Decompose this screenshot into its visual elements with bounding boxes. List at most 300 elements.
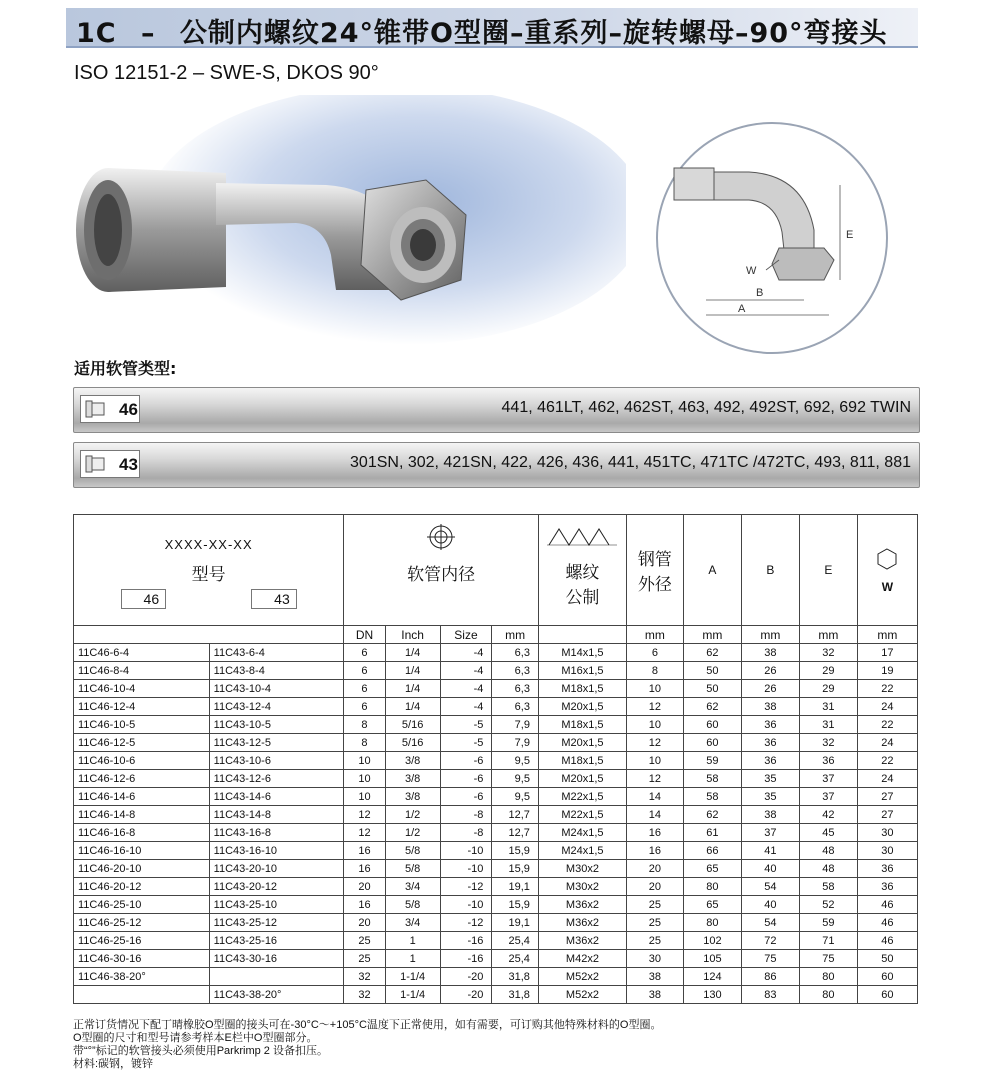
table-cell: -10 xyxy=(440,896,492,914)
table-cell: 31,8 xyxy=(492,968,539,986)
table-cell: -6 xyxy=(440,752,492,770)
table-cell: 20 xyxy=(626,878,683,896)
table-cell: 25,4 xyxy=(492,932,539,950)
sub-dn: DN xyxy=(344,626,385,644)
table-cell: 3/8 xyxy=(385,752,440,770)
table-cell: 6 xyxy=(344,680,385,698)
table-cell: M22x1,5 xyxy=(538,788,626,806)
table-cell: 11C43-25-12 xyxy=(209,914,344,932)
table-cell: 38 xyxy=(626,986,683,1004)
table-row xyxy=(74,698,918,716)
table-cell: 50 xyxy=(683,680,741,698)
table-cell: 14 xyxy=(626,806,683,824)
table-row xyxy=(74,680,918,698)
table-cell: -6 xyxy=(440,770,492,788)
table-cell: -12 xyxy=(440,914,492,932)
hose-types-46: 441, 461LT, 462, 462ST, 463, 492, 492ST, 692, 692 TWIN xyxy=(501,399,911,416)
table-cell: M30x2 xyxy=(538,878,626,896)
table-cell: 40 xyxy=(741,896,799,914)
table-cell: 30 xyxy=(626,950,683,968)
table-row xyxy=(74,896,918,914)
table-cell: 12 xyxy=(626,698,683,716)
table-cell: 11C46-38-20° xyxy=(74,968,210,986)
table-row xyxy=(74,950,918,968)
table-cell: M36x2 xyxy=(538,914,626,932)
thread-label: 螺纹 公制 xyxy=(565,563,600,607)
table-cell: 36 xyxy=(741,734,799,752)
table-cell: -16 xyxy=(440,932,492,950)
table-cell: 130 xyxy=(683,986,741,1004)
table-row xyxy=(74,824,918,842)
table-row xyxy=(74,932,918,950)
table-cell: 6,3 xyxy=(492,662,539,680)
table-cell: 36 xyxy=(857,878,917,896)
table-cell: 16 xyxy=(626,842,683,860)
table-cell: 7,9 xyxy=(492,734,539,752)
table-cell: 11C43-12-5 xyxy=(209,734,344,752)
table-cell: 11C43-8-4 xyxy=(209,662,344,680)
sub-b-mm: mm xyxy=(741,626,799,644)
table-cell: 3/8 xyxy=(385,788,440,806)
table-cell: 58 xyxy=(799,878,857,896)
note-line: 正常订货情况下配丁晴橡胶O型圈的接头可在-30°C～+105°C温度下正常使用，如有需要，可订购其他特殊材料的O型圈。 xyxy=(73,1019,662,1031)
table-cell: 37 xyxy=(741,824,799,842)
table-cell: M42x2 xyxy=(538,950,626,968)
table-cell: 40 xyxy=(741,860,799,878)
table-cell: 31 xyxy=(799,716,857,734)
table-cell: 9,5 xyxy=(492,752,539,770)
table-cell: 62 xyxy=(683,806,741,824)
table-cell: 25 xyxy=(626,896,683,914)
hose-code-text: 43 xyxy=(119,455,138,474)
table-cell: 60 xyxy=(857,986,917,1004)
table-cell: 11C46-12-5 xyxy=(74,734,210,752)
table-cell: -8 xyxy=(440,824,492,842)
table-cell: 6 xyxy=(344,662,385,680)
table-cell: 22 xyxy=(857,680,917,698)
table-cell: 52 xyxy=(799,896,857,914)
col-e-header: E xyxy=(799,515,857,626)
sub-a-mm: mm xyxy=(683,626,741,644)
table-cell: 22 xyxy=(857,716,917,734)
title-code: 1C xyxy=(76,18,117,49)
sub-e-mm: mm xyxy=(799,626,857,644)
table-cell: 11C46-8-4 xyxy=(74,662,210,680)
table-cell: M18x1,5 xyxy=(538,752,626,770)
table-cell: 6,3 xyxy=(492,680,539,698)
sub-tube-mm: mm xyxy=(626,626,683,644)
table-cell: 11C46-6-4 xyxy=(74,644,210,662)
table-cell: 11C43-16-10 xyxy=(209,842,344,860)
col-b-header: B xyxy=(741,515,799,626)
table-cell: 5/16 xyxy=(385,734,440,752)
table-cell: 11C43-25-16 xyxy=(209,932,344,950)
table-cell: 11C43-12-4 xyxy=(209,698,344,716)
table-cell: M36x2 xyxy=(538,896,626,914)
table-cell: 11C43-12-6 xyxy=(209,770,344,788)
table-cell: 25 xyxy=(344,950,385,968)
table-cell: 80 xyxy=(799,968,857,986)
table-cell: 30 xyxy=(857,824,917,842)
table-row xyxy=(74,716,918,734)
table-cell: 32 xyxy=(344,968,385,986)
table-cell: 71 xyxy=(799,932,857,950)
table-cell: 11C46-10-4 xyxy=(74,680,210,698)
table-row xyxy=(74,734,918,752)
table-cell: 35 xyxy=(741,788,799,806)
table-cell: 7,9 xyxy=(492,716,539,734)
table-cell: 31,8 xyxy=(492,986,539,1004)
table-cell: 11C43-30-16 xyxy=(209,950,344,968)
table-row xyxy=(74,986,918,1004)
table-cell: 12 xyxy=(344,824,385,842)
table-row xyxy=(74,752,918,770)
table-cell: 25 xyxy=(626,932,683,950)
table-cell: 83 xyxy=(741,986,799,1004)
table-cell: 10 xyxy=(344,752,385,770)
table-cell: 24 xyxy=(857,770,917,788)
table-cell: M20x1,5 xyxy=(538,770,626,788)
table-cell: 6 xyxy=(344,644,385,662)
table-cell: 12 xyxy=(626,770,683,788)
table-cell: 12 xyxy=(626,734,683,752)
table-cell: 11C46-16-8 xyxy=(74,824,210,842)
table-cell: 19,1 xyxy=(492,914,539,932)
table-cell: 8 xyxy=(344,734,385,752)
table-cell: 58 xyxy=(683,788,741,806)
table-cell: 1-1/4 xyxy=(385,986,440,1004)
table-cell: 36 xyxy=(741,752,799,770)
table-cell: 11C43-25-10 xyxy=(209,896,344,914)
table-cell: -4 xyxy=(440,644,492,662)
thread-header xyxy=(538,515,626,626)
table-cell: 24 xyxy=(857,734,917,752)
sub-mm: mm xyxy=(492,626,539,644)
table-cell: 24 xyxy=(857,698,917,716)
table-cell: 102 xyxy=(683,932,741,950)
table-cell: 16 xyxy=(344,842,385,860)
table-cell: 5/8 xyxy=(385,896,440,914)
page-title xyxy=(76,11,888,50)
part-label: 型号 xyxy=(191,565,226,584)
table-cell: 8 xyxy=(626,662,683,680)
hex-icon xyxy=(875,547,899,571)
table-cell: -20 xyxy=(440,968,492,986)
table-cell: 41 xyxy=(741,842,799,860)
table-cell: -16 xyxy=(440,950,492,968)
table-cell: 25 xyxy=(344,932,385,950)
table-cell: M22x1,5 xyxy=(538,806,626,824)
hose-code-text: 46 xyxy=(119,400,138,419)
table-cell: 72 xyxy=(741,932,799,950)
table-row xyxy=(74,914,918,932)
sub-w-mm: mm xyxy=(857,626,917,644)
table-cell: 48 xyxy=(799,842,857,860)
table-cell: 11C43-20-12 xyxy=(209,878,344,896)
table-cell: 59 xyxy=(683,752,741,770)
table-cell: 6,3 xyxy=(492,698,539,716)
table-row xyxy=(74,770,918,788)
table-cell: 11C46-20-12 xyxy=(74,878,210,896)
part-header xyxy=(74,515,344,626)
table-cell: 62 xyxy=(683,698,741,716)
series-46-badge: 46 xyxy=(121,589,167,609)
table-cell xyxy=(74,986,210,1004)
note-line: 带“°”标记的软管接头必须使用Parkrimp 2 设备扣压。 xyxy=(73,1045,328,1057)
table-cell: 27 xyxy=(857,788,917,806)
hose-code-46 xyxy=(80,395,140,423)
a-label: A xyxy=(738,303,746,315)
table-cell: 38 xyxy=(626,968,683,986)
table-cell: 80 xyxy=(683,878,741,896)
table-cell: 1/4 xyxy=(385,644,440,662)
table-cell: 36 xyxy=(857,860,917,878)
table-cell: 46 xyxy=(857,932,917,950)
title-bar xyxy=(66,8,918,48)
spec-table xyxy=(73,514,918,1004)
table-cell: 15,9 xyxy=(492,842,539,860)
table-cell: -4 xyxy=(440,662,492,680)
table-cell: 11C43-20-10 xyxy=(209,860,344,878)
fitting-icon xyxy=(85,452,109,476)
table-cell: 1/4 xyxy=(385,680,440,698)
table-cell: 38 xyxy=(741,644,799,662)
table-cell: 11C46-16-10 xyxy=(74,842,210,860)
table-cell: 1-1/4 xyxy=(385,968,440,986)
table-cell: 25,4 xyxy=(492,950,539,968)
table-cell: 61 xyxy=(683,824,741,842)
table-cell: 27 xyxy=(857,806,917,824)
fitting-illustration xyxy=(66,95,626,345)
blank-sub xyxy=(74,626,344,644)
table-row xyxy=(74,644,918,662)
table-cell: 32 xyxy=(799,644,857,662)
note-line: 材料:碳钢，镀锌 xyxy=(73,1058,154,1070)
table-cell: M18x1,5 xyxy=(538,716,626,734)
table-cell: 1/2 xyxy=(385,824,440,842)
table-cell: 17 xyxy=(857,644,917,662)
table-cell: 60 xyxy=(857,968,917,986)
table-cell: 11C43-6-4 xyxy=(209,644,344,662)
table-cell: 9,5 xyxy=(492,788,539,806)
table-cell: 65 xyxy=(683,860,741,878)
table-cell: -5 xyxy=(440,716,492,734)
table-cell: M30x2 xyxy=(538,860,626,878)
table-cell: 11C43-10-4 xyxy=(209,680,344,698)
table-cell: 54 xyxy=(741,914,799,932)
hose-id-header xyxy=(344,515,539,626)
table-cell: 6 xyxy=(626,644,683,662)
table-cell: 48 xyxy=(799,860,857,878)
table-cell: 11C46-25-16 xyxy=(74,932,210,950)
title-dash: – xyxy=(141,18,156,49)
table-cell xyxy=(209,968,344,986)
table-cell: -6 xyxy=(440,788,492,806)
table-cell: 15,9 xyxy=(492,860,539,878)
table-cell: 1/4 xyxy=(385,698,440,716)
table-cell: 46 xyxy=(857,896,917,914)
table-cell: 10 xyxy=(626,680,683,698)
table-cell: 11C46-20-10 xyxy=(74,860,210,878)
table-cell: 11C43-10-6 xyxy=(209,752,344,770)
thread-icon xyxy=(547,525,617,549)
title-text: 公制内螺纹24°锥带O型圈–重系列–旋转螺母–90°弯接头 xyxy=(179,18,888,49)
table-cell: 50 xyxy=(683,662,741,680)
table-cell: 8 xyxy=(344,716,385,734)
table-cell: 11C46-25-10 xyxy=(74,896,210,914)
table-cell: 86 xyxy=(741,968,799,986)
table-cell: 20 xyxy=(626,860,683,878)
table-cell: 10 xyxy=(344,788,385,806)
table-cell: 11C43-16-8 xyxy=(209,824,344,842)
table-cell: 16 xyxy=(344,860,385,878)
table-cell: 1/2 xyxy=(385,806,440,824)
table-cell: 42 xyxy=(799,806,857,824)
col-a-header: A xyxy=(683,515,741,626)
table-cell: 124 xyxy=(683,968,741,986)
table-cell: -4 xyxy=(440,680,492,698)
hose-types-43: 301SN, 302, 421SN, 422, 426, 436, 441, 451TC, 471TC /472TC, 493, 811, 881 xyxy=(350,454,911,471)
table-cell: 80 xyxy=(683,914,741,932)
w-label: W xyxy=(746,265,757,277)
table-cell: 5/16 xyxy=(385,716,440,734)
table-cell: M16x1,5 xyxy=(538,662,626,680)
table-cell: 59 xyxy=(799,914,857,932)
table-cell: 11C43-14-8 xyxy=(209,806,344,824)
table-cell: 12,7 xyxy=(492,824,539,842)
table-cell: 32 xyxy=(344,986,385,1004)
series-43-badge: 43 xyxy=(251,589,297,609)
notes xyxy=(73,1019,661,1071)
table-cell: 62 xyxy=(683,644,741,662)
table-cell: 11C46-14-6 xyxy=(74,788,210,806)
table-cell: 19 xyxy=(857,662,917,680)
hose-section-title: 适用软管类型: xyxy=(74,359,177,378)
note-line: O型圈的尺寸和型号请参考样本E栏中O型圈部分。 xyxy=(73,1032,318,1044)
table-cell: 60 xyxy=(683,734,741,752)
sub-inch: Inch xyxy=(385,626,440,644)
table-row xyxy=(74,968,918,986)
table-cell: 10 xyxy=(626,716,683,734)
table-cell: 37 xyxy=(799,788,857,806)
fitting-icon xyxy=(85,397,109,421)
table-cell: 14 xyxy=(626,788,683,806)
table-cell: 45 xyxy=(799,824,857,842)
table-cell: 6 xyxy=(344,698,385,716)
table-cell: M52x2 xyxy=(538,968,626,986)
part-pattern: XXXX-XX-XX xyxy=(164,537,253,552)
table-cell: -10 xyxy=(440,860,492,878)
hose-row-43 xyxy=(73,442,920,488)
table-cell: 1 xyxy=(385,932,440,950)
spec-table-body xyxy=(74,644,918,1004)
table-cell: M14x1,5 xyxy=(538,644,626,662)
table-cell: 105 xyxy=(683,950,741,968)
sub-size: Size xyxy=(440,626,492,644)
table-cell: 12 xyxy=(344,806,385,824)
table-cell: 5/8 xyxy=(385,860,440,878)
table-cell: 60 xyxy=(683,716,741,734)
table-cell: 46 xyxy=(857,914,917,932)
table-cell: 3/8 xyxy=(385,770,440,788)
table-cell: M20x1,5 xyxy=(538,734,626,752)
table-cell: 11C46-30-16 xyxy=(74,950,210,968)
table-cell: 10 xyxy=(626,752,683,770)
col-w-label: W xyxy=(881,579,894,594)
table-row xyxy=(74,842,918,860)
table-cell: 66 xyxy=(683,842,741,860)
table-cell: 11C43-38-20° xyxy=(209,986,344,1004)
table-cell: -8 xyxy=(440,806,492,824)
dimension-diagram xyxy=(654,120,890,356)
table-cell: M24x1,5 xyxy=(538,842,626,860)
table-cell: 11C46-14-8 xyxy=(74,806,210,824)
table-cell: 11C46-25-12 xyxy=(74,914,210,932)
table-cell: 11C46-10-6 xyxy=(74,752,210,770)
table-cell: 1 xyxy=(385,950,440,968)
hose-id-label: 软管内径 xyxy=(407,565,476,584)
tube-od-header: 钢管 外径 xyxy=(626,515,683,626)
bore-icon xyxy=(421,521,461,555)
table-cell: 54 xyxy=(741,878,799,896)
e-label: E xyxy=(846,229,854,241)
table-cell: 58 xyxy=(683,770,741,788)
table-cell: 25 xyxy=(626,914,683,932)
table-cell: M18x1,5 xyxy=(538,680,626,698)
table-cell: 32 xyxy=(799,734,857,752)
table-cell: 35 xyxy=(741,770,799,788)
hose-row-46 xyxy=(73,387,920,433)
table-cell: 75 xyxy=(799,950,857,968)
table-row xyxy=(74,662,918,680)
table-cell: 29 xyxy=(799,680,857,698)
table-cell: 5/8 xyxy=(385,842,440,860)
table-cell: 38 xyxy=(741,698,799,716)
table-cell: M24x1,5 xyxy=(538,824,626,842)
table-cell: 20 xyxy=(344,914,385,932)
table-cell: 11C43-10-5 xyxy=(209,716,344,734)
table-cell: -20 xyxy=(440,986,492,1004)
table-row xyxy=(74,806,918,824)
table-cell: 80 xyxy=(799,986,857,1004)
table-cell: 29 xyxy=(799,662,857,680)
table-cell: 11C46-12-6 xyxy=(74,770,210,788)
table-cell: 26 xyxy=(741,680,799,698)
table-cell: 50 xyxy=(857,950,917,968)
table-cell: 75 xyxy=(741,950,799,968)
table-cell: 36 xyxy=(741,716,799,734)
table-cell: 20 xyxy=(344,878,385,896)
table-cell: 65 xyxy=(683,896,741,914)
table-cell: 1/4 xyxy=(385,662,440,680)
hose-code-43 xyxy=(80,450,140,478)
table-cell: 10 xyxy=(344,770,385,788)
table-cell: -10 xyxy=(440,842,492,860)
table-cell: -4 xyxy=(440,698,492,716)
table-cell: 11C46-10-5 xyxy=(74,716,210,734)
table-row xyxy=(74,788,918,806)
table-cell: 15,9 xyxy=(492,896,539,914)
table-cell: 9,5 xyxy=(492,770,539,788)
table-cell: -5 xyxy=(440,734,492,752)
table-cell: 37 xyxy=(799,770,857,788)
table-cell: 26 xyxy=(741,662,799,680)
table-cell: 11C43-14-6 xyxy=(209,788,344,806)
table-cell: 22 xyxy=(857,752,917,770)
standard-subtitle: ISO 12151-2 – SWE-S, DKOS 90° xyxy=(74,62,379,84)
b-label: B xyxy=(756,287,764,299)
table-cell: 38 xyxy=(741,806,799,824)
